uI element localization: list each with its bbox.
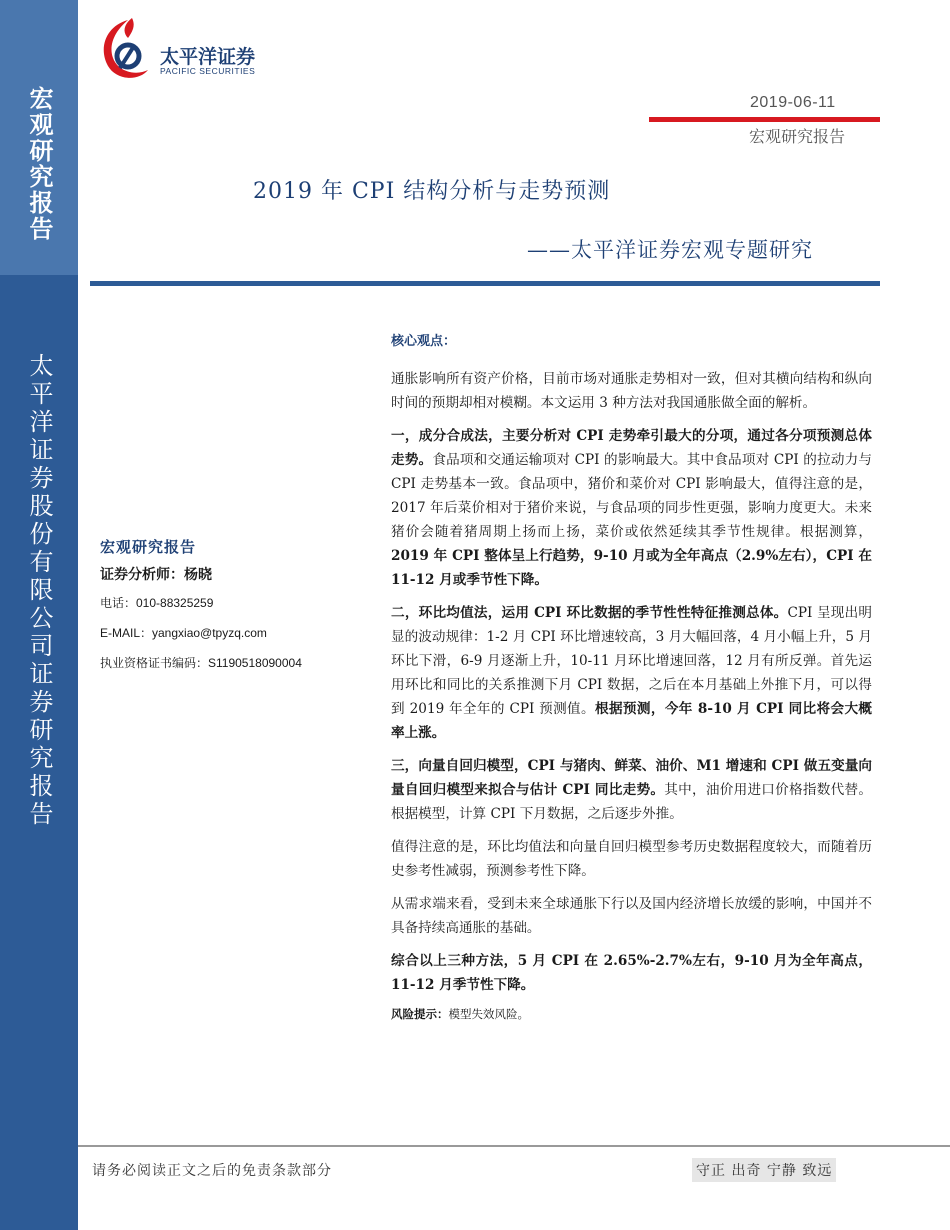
paragraph-method-1 — [391, 424, 872, 592]
method-2-conclusion: 根据预测，今年 8-10 月 CPI 同比将会大概率上涨。 — [391, 701, 872, 741]
core-heading: 核心观点： — [391, 334, 457, 349]
sidebar-top-label: 宏观研究报告 — [25, 86, 54, 242]
page-subtitle: ——太平洋证券宏观专题研究 — [527, 238, 813, 262]
report-date: 2019-06-11 — [750, 94, 836, 111]
analyst-info — [100, 536, 350, 684]
left-sidebar — [0, 0, 78, 1230]
note-text: 值得注意的是，环比均值法和向量自回归模型参考历史数据程度较大，而随着历史参考性减弱，预测参考性下降。 — [391, 839, 872, 879]
paragraph-method-2 — [391, 601, 872, 745]
method-2-heading: 二，环比均值法，运用 CPI 环比数据的季节性性特征推测总体。 — [391, 605, 788, 621]
risk-label: 风险提示： — [391, 1007, 449, 1021]
method-1-heading: 一，成分合成法，主要分析对 CPI 走势牵引最大的分项，通过各分项预测总体走势。 — [391, 428, 872, 468]
logo-chinese-name: 太平洋证券 — [160, 47, 256, 68]
paragraph-note — [391, 835, 872, 883]
core-views — [391, 330, 872, 1022]
report-type: 宏观研究报告 — [749, 129, 846, 146]
risk-text: 模型失效风险。 — [448, 1007, 529, 1021]
paragraph-method-3 — [391, 754, 872, 826]
analyst-phone: 电话：010-88325259 — [100, 596, 214, 610]
info-heading: 宏观研究报告 — [100, 538, 197, 556]
intro-text: 通胀影响所有资产价格，目前市场对通胀走势相对一致，但对其横向结构和纵向时间的预期却相对模糊。本文运用 3 种方法对我国通胀做全面的解析。 — [391, 371, 872, 411]
sidebar-bottom-label: 太平洋证券股份有限公司证券研究报告 — [25, 353, 53, 829]
method-3-heading: 三，向量自回归模型，CPI 与猪肉、鲜菜、油价、M1 增速和 CPI 做五变量向量自回归模型来拟合与估计 CPI 同比走势。 — [391, 758, 872, 798]
company-logo — [98, 16, 288, 84]
logo-mark-icon — [98, 16, 154, 84]
analyst-email: E-MAIL：yangxiao@tpyzq.com — [100, 626, 267, 640]
paragraph-intro — [391, 367, 872, 415]
footer-motto: 守正 出奇 宁静 致远 — [692, 1158, 836, 1182]
summary-text: 综合以上三种方法，5 月 CPI 在 2.65%-2.7%左右，9-10 月为全年高点，11-12 月季节性下降。 — [391, 953, 872, 993]
method-3-text: 其中，油价用进口价格指数代替。根据模型，计算 CPI 下月数据，之后逐步外推。 — [391, 782, 872, 822]
analyst-name: 证券分析师：杨晓 — [100, 567, 212, 583]
method-2-text: CPI 呈现出明显的波动规律：1-2 月 CPI 环比增速较高，3 月大幅回落，4 月小幅上升，5 月环比下滑，6-9 月逐渐上升，10-11 月环比增速回落，12 月有所反弹。首先运用环比和同比的关系推测下月 CPI 数据，之后在本月基础上外推下月，可以得到 2019 年全年的 CPI 预测值。 — [391, 605, 872, 717]
page-title: 2019 年 CPI 结构分析与走势预测 — [253, 179, 611, 204]
blue-divider — [90, 281, 880, 286]
analyst-license: 执业资格证书编码：S1190518090004 — [100, 656, 302, 670]
demand-text: 从需求端来看，受到未来全球通胀下行以及国内经济增长放缓的影响，中国并不具备持续高通胀的基础。 — [391, 896, 872, 936]
paragraph-summary — [391, 949, 872, 997]
method-1-conclusion: 2019 年 CPI 整体呈上行趋势，9-10 月或为全年高点（2.9%左右），CPI 在 11-12 月或季节性下降。 — [391, 548, 872, 588]
paragraph-demand — [391, 892, 872, 940]
logo-english-name: PACIFIC SECURITIES — [160, 66, 256, 76]
method-1-text: 食品项和交通运输项对 CPI 的影响最大。其中食品项对 CPI 的拉动力与 CPI 走势基本一致。食品项中，猪价和菜价对 CPI 影响最大，值得注意的是，2017 年后菜价相对于猪价来说，与食品项的同步性更强，影响力度更大。未来猪价会随着猪周期上扬而上扬，菜价或依然延续其季节性规律。根据测算， — [391, 452, 873, 540]
footer-disclaimer: 请务必阅读正文之后的免责条款部分 — [92, 1163, 332, 1179]
red-divider — [649, 117, 880, 122]
footer-divider — [78, 1145, 950, 1147]
risk-warning — [391, 1006, 872, 1022]
